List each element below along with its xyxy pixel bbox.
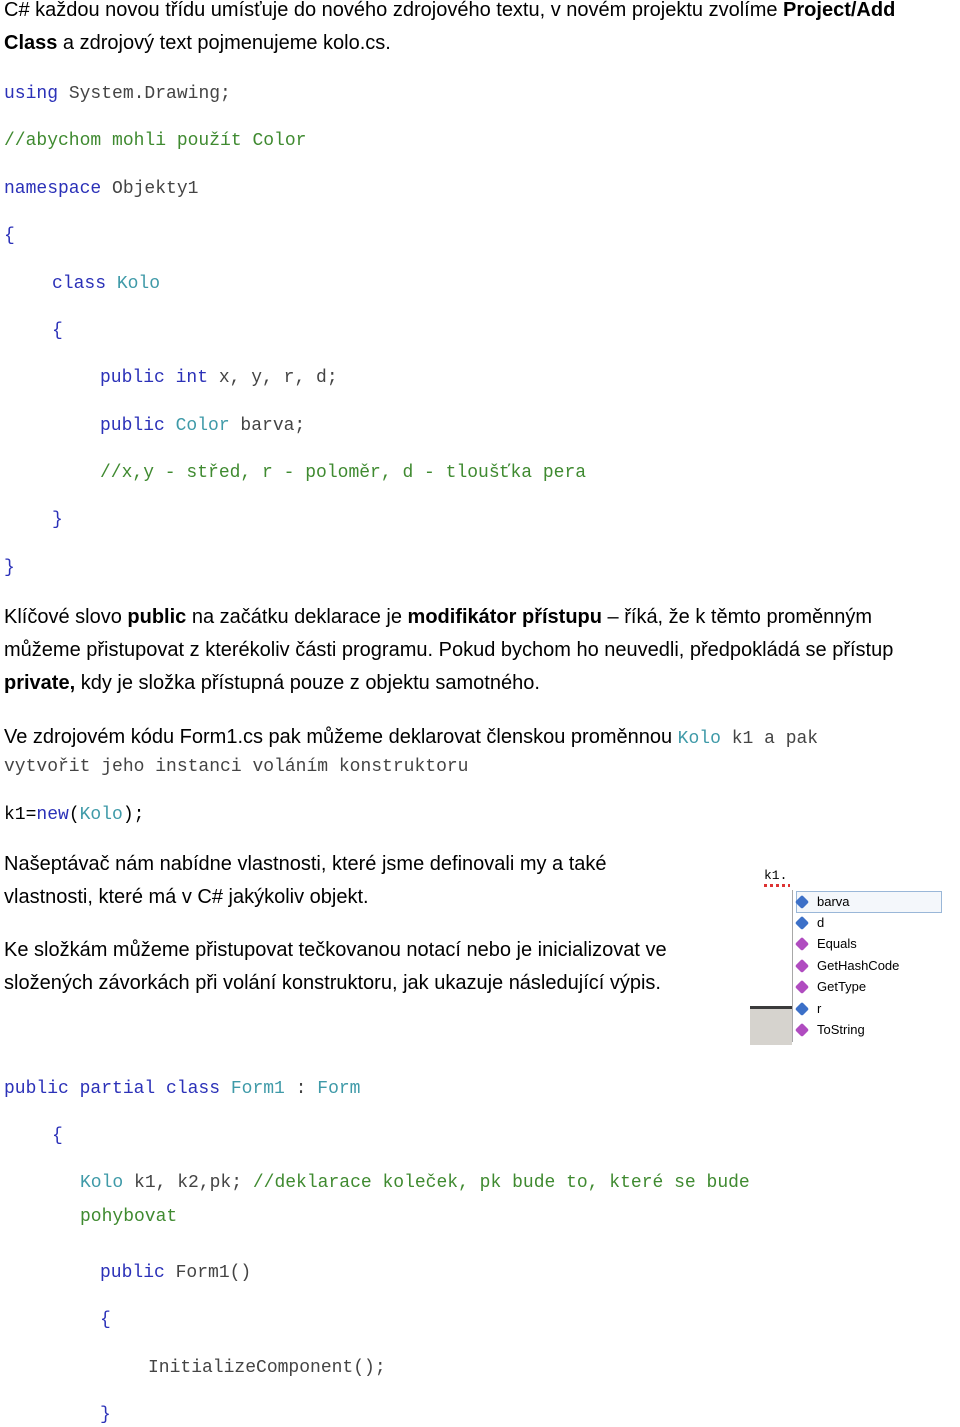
code-text: k1 a pak bbox=[720, 729, 819, 749]
bold-text: public bbox=[127, 606, 187, 628]
completion-list bbox=[792, 890, 943, 1042]
code-brace-open: { bbox=[4, 226, 15, 246]
code-type: Kolo bbox=[106, 274, 161, 294]
para-intellisense-line-1: Našeptávač nám nabídne vlastnosti, které jsme definovali my a také bbox=[4, 853, 607, 875]
completion-label: Equals bbox=[817, 936, 857, 951]
method-icon bbox=[795, 937, 809, 951]
code-keyword: public partial class bbox=[4, 1079, 221, 1099]
completion-item[interactable] bbox=[797, 913, 941, 933]
code-comment: pohybovat bbox=[80, 1207, 178, 1227]
code-type: Kolo bbox=[79, 805, 123, 825]
code-text: barva; bbox=[229, 416, 306, 436]
completion-item[interactable] bbox=[797, 999, 941, 1019]
code-line-class-form1 bbox=[4, 1077, 360, 1101]
code-keyword: public bbox=[100, 368, 165, 388]
code-line-using bbox=[4, 82, 231, 106]
para-public-line-1 bbox=[4, 601, 872, 634]
code-line-constructor bbox=[100, 1261, 251, 1285]
text: kdy je složka přístupná pouze z objektu samotného. bbox=[75, 672, 540, 694]
code-line-new bbox=[4, 803, 144, 827]
code-keyword: int bbox=[164, 368, 209, 388]
completion-label: barva bbox=[817, 894, 850, 909]
para-notation-line-2: složených závorkách při volání konstruktoru, jak ukazuje následující výpis. bbox=[4, 972, 661, 994]
intro-text-2: a zdrojový text pojmenujeme kolo.cs. bbox=[57, 32, 391, 54]
text: Klíčové slovo bbox=[4, 606, 128, 628]
code-text: k1= bbox=[4, 805, 37, 825]
code-text: Objekty1 bbox=[101, 179, 199, 199]
intro-bold-menu: Project/Add bbox=[783, 0, 896, 21]
code-brace-close: } bbox=[100, 1405, 111, 1425]
code-line-namespace bbox=[4, 177, 198, 201]
completion-item[interactable] bbox=[797, 892, 941, 912]
intro-text: C# každou novou třídu umísťuje do nového zdrojového textu, v novém projektu zvolíme bbox=[4, 0, 784, 21]
code-keyword: namespace bbox=[4, 179, 102, 199]
field-icon bbox=[795, 895, 809, 909]
completion-item[interactable] bbox=[797, 1020, 941, 1040]
para-public-line-2: můžeme přistupovat z kterékoliv části programu. Pokud bychom ho neuvedli, předpokládá se přístup bbox=[4, 639, 894, 661]
completion-item[interactable] bbox=[797, 956, 941, 976]
code-text: ( bbox=[68, 805, 80, 825]
completion-label: GetType bbox=[817, 979, 867, 994]
completion-label: d bbox=[817, 915, 825, 930]
code-line-declarations bbox=[80, 1171, 750, 1195]
code-text: System.Drawing; bbox=[58, 84, 231, 104]
code-type: Form bbox=[306, 1079, 361, 1099]
code-keyword: new bbox=[36, 805, 69, 825]
completion-label: r bbox=[817, 1001, 822, 1016]
code-brace-close: } bbox=[4, 558, 15, 578]
field-icon bbox=[795, 1002, 809, 1016]
para-intellisense-line-2: vlastnosti, které má v C# jakýkoliv objekt. bbox=[4, 886, 369, 908]
code-brace-open: { bbox=[100, 1310, 111, 1330]
para-public-line-3 bbox=[4, 667, 540, 700]
intro-line-1 bbox=[4, 0, 895, 27]
code-type: Kolo bbox=[80, 1173, 124, 1193]
code-keyword: public bbox=[100, 1263, 165, 1283]
error-squiggle bbox=[764, 884, 790, 887]
code-brace-open: { bbox=[52, 1126, 63, 1146]
code-brace-close: } bbox=[52, 510, 63, 530]
intro-line-2 bbox=[4, 27, 391, 60]
code-text: Form1() bbox=[164, 1263, 252, 1283]
bold-text: modifikátor přístupu bbox=[407, 606, 602, 628]
code-line-color bbox=[100, 414, 305, 438]
text: – říká, že k těmto proměnným bbox=[601, 606, 873, 628]
code-keyword: using bbox=[4, 84, 59, 104]
completion-item[interactable] bbox=[797, 934, 941, 954]
method-icon bbox=[795, 1023, 809, 1037]
text: Ve zdrojovém kódu Form1.cs pak můžeme deklarovat členskou proměnnou bbox=[4, 726, 678, 748]
code-text: : bbox=[284, 1079, 307, 1099]
text: na začátku deklarace je bbox=[186, 606, 408, 628]
intellisense-popup bbox=[750, 866, 942, 1046]
typed-text: k1. bbox=[764, 868, 788, 883]
code-comment: //abychom mohli použít Color bbox=[4, 131, 307, 151]
editor-margin bbox=[750, 1006, 792, 1045]
code-line-fields bbox=[100, 366, 338, 390]
intro-bold-class: Class bbox=[4, 32, 58, 54]
code-text: k1, k2,pk; bbox=[123, 1173, 243, 1193]
code-comment: //deklarace koleček, pk bude to, které se bude bbox=[242, 1173, 750, 1193]
method-icon bbox=[795, 980, 809, 994]
para-form1-line-1 bbox=[4, 721, 818, 756]
method-icon bbox=[795, 959, 809, 973]
code-line-init: InitializeComponent(); bbox=[148, 1358, 386, 1378]
code-type: Color bbox=[164, 416, 230, 436]
code-type: Form1 bbox=[220, 1079, 285, 1099]
field-icon bbox=[795, 916, 809, 930]
code-comment: //x,y - střed, r - poloměr, d - tloušťka pera bbox=[100, 463, 587, 483]
code-brace-open: { bbox=[52, 321, 63, 341]
code-keyword: public bbox=[100, 416, 165, 436]
code-line-class bbox=[52, 272, 160, 296]
completion-item[interactable] bbox=[797, 977, 941, 997]
code-keyword: class bbox=[52, 274, 107, 294]
code-text: x, y, r, d; bbox=[208, 368, 338, 388]
bold-text: private, bbox=[4, 672, 76, 694]
code-text: ); bbox=[122, 805, 145, 825]
para-notation-line-1: Ke složkám můžeme přistupovat tečkovanou notací nebo je inicializovat ve bbox=[4, 939, 667, 961]
para-form1-line-2: vytvořit jeho instanci voláním konstruktoru bbox=[4, 757, 469, 777]
code-type: Kolo bbox=[677, 729, 721, 749]
completion-label: ToString bbox=[817, 1022, 865, 1037]
completion-label: GetHashCode bbox=[817, 958, 900, 973]
